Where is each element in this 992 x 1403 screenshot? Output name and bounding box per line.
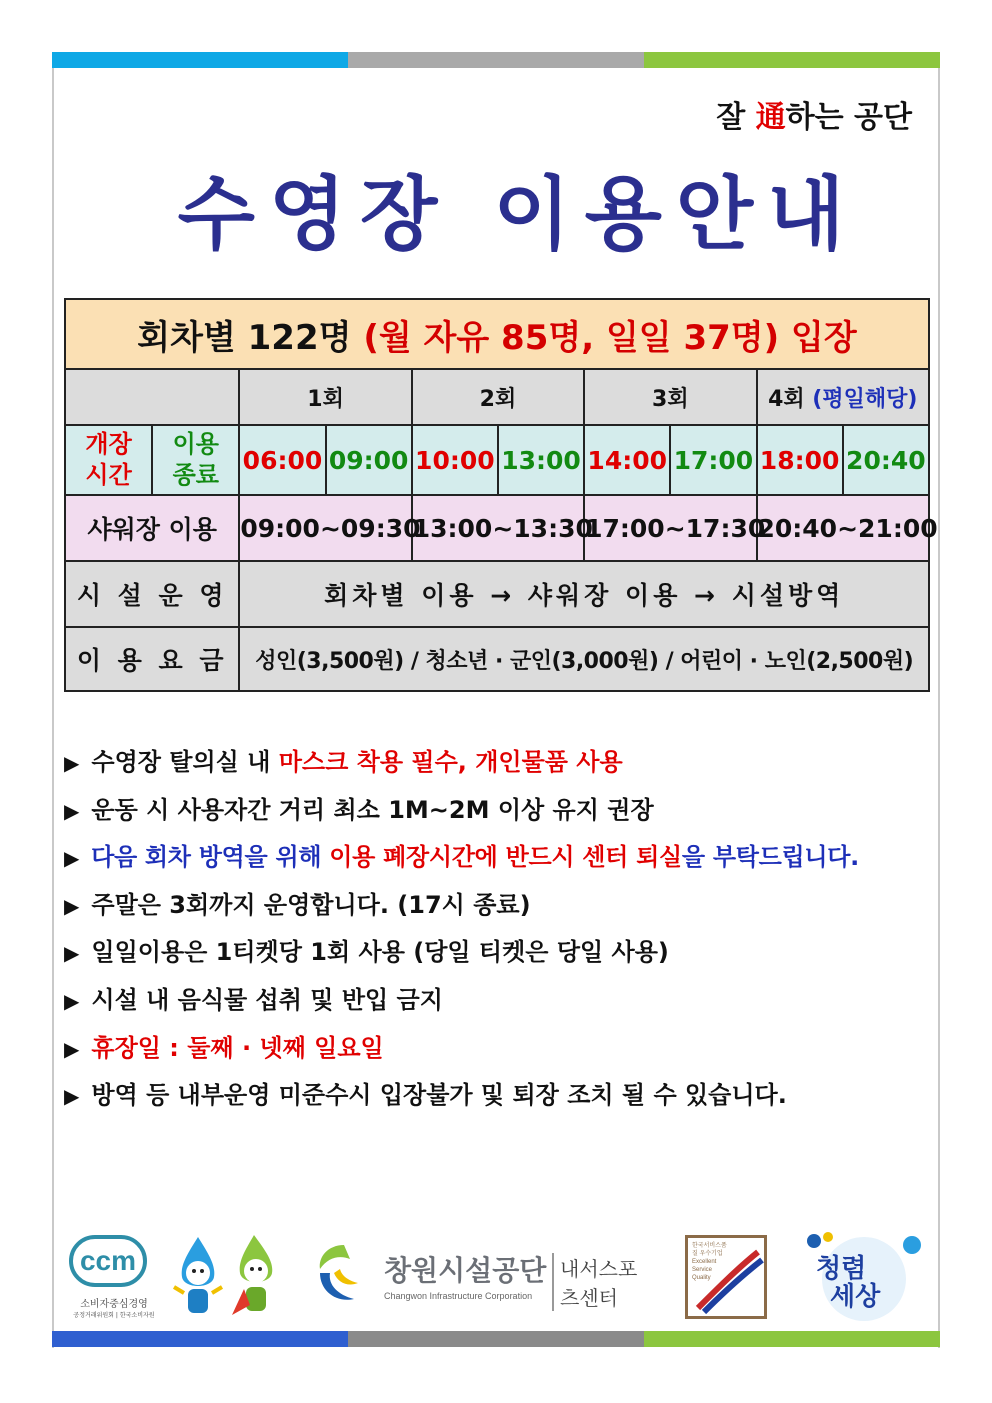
- bullet-icon: ▶: [64, 751, 80, 775]
- shower-label: 샤워장 이용: [65, 495, 239, 561]
- slogan-highlight: 通: [755, 100, 786, 135]
- bullet-icon: ▶: [64, 941, 80, 966]
- notice-item: ▶ 시설 내 음식물 섭취 및 반입 금지: [64, 985, 443, 1014]
- empty-corner-cell: [65, 369, 239, 425]
- round-1-label: 1회: [239, 369, 411, 425]
- mascot-characters-icon: [170, 1231, 290, 1325]
- round-2-label: 2회: [412, 369, 584, 425]
- notice-item: ▶ 수영장 탈의실 내 마스크 착용 필수, 개인물품 사용: [64, 748, 623, 776]
- shower-time-2: 13:00~13:30: [412, 495, 584, 561]
- open-time-3: 14:00: [584, 425, 670, 495]
- open-time-label: 개장 시간: [65, 425, 152, 495]
- bullet-icon: ▶: [64, 1036, 80, 1061]
- notice-item: ▶ 다음 회차 방역을 위해 이용 폐장시간에 반드시 센터 퇴실을 부탁드립니다.: [64, 843, 859, 872]
- notice-item: ▶ 주말은 3회까지 운영합니다. (17시 종료): [64, 890, 531, 919]
- round-3-label: 3회: [584, 369, 756, 425]
- capacity-header: 회차별 122명 (월 자유 85명, 일일 37명) 입장: [65, 299, 929, 369]
- bullet-icon: ▶: [64, 893, 80, 918]
- bullet-icon: ▶: [64, 798, 80, 823]
- ccm-logo: ccm 소비자중심경영 공정거래위원회 | 한국소비자원: [64, 1235, 154, 1325]
- close-time-2: 13:00: [498, 425, 584, 495]
- fee-label: 이 용 요 금: [65, 627, 239, 691]
- notice-item: ▶ 일일이용은 1티켓당 1회 사용 (당일 티켓은 당일 사용): [64, 938, 669, 967]
- logo-strip: [52, 1225, 940, 1325]
- shower-time-3: 17:00~17:30: [584, 495, 756, 561]
- bottom-color-bar: [52, 1331, 940, 1347]
- notice-item: ▶ 방역 등 내부운영 미준수시 입장불가 및 퇴장 조치 될 수 있습니다.: [64, 1081, 787, 1110]
- operation-label: 시 설 운 영: [65, 561, 239, 627]
- round-header-row: [65, 369, 929, 425]
- bullet-icon: ▶: [64, 1084, 80, 1109]
- corp-emblem-icon: [314, 1239, 374, 1313]
- close-time-4: 20:40: [843, 425, 929, 495]
- open-close-row: [65, 425, 929, 495]
- open-time-2: 10:00: [412, 425, 498, 495]
- slogan: 잘 通하는 공단: [716, 100, 912, 135]
- close-time-label: 이용 종료: [152, 425, 239, 495]
- bullet-icon: ▶: [64, 988, 80, 1013]
- open-time-1: 06:00: [239, 425, 325, 495]
- shower-time-4: 20:40~21:00: [757, 495, 930, 561]
- notice-item: ▶ 휴장일 : 둘째 · 넷째 일요일: [64, 1033, 384, 1062]
- changwon-corp-logo: 창원시설공단 내서스포츠센터 Changwon Infrastructure Corporation: [314, 1239, 644, 1319]
- bullet-icon: ▶: [64, 846, 80, 871]
- page-title: 수영장 이용안내: [177, 168, 859, 261]
- fee-value: 성인(3,500원) / 청소년 · 군인(3,000원) / 어린이 · 노인(2,500원): [239, 627, 929, 691]
- close-time-3: 17:00: [670, 425, 756, 495]
- fee-row: [65, 627, 929, 691]
- top-color-bar: [52, 52, 940, 68]
- service-quality-badge: 한국서비스품질 우수기업 Excellent Service Quality: [685, 1235, 767, 1319]
- shower-time-1: 09:00~09:30: [239, 495, 411, 561]
- shower-row: [65, 495, 929, 561]
- notice-list: [64, 742, 944, 1123]
- open-time-4: 18:00: [757, 425, 843, 495]
- clean-world-logo: 청렴 세상: [802, 1231, 927, 1323]
- schedule-table: [64, 298, 938, 692]
- close-time-1: 09:00: [326, 425, 412, 495]
- operation-value: 회차별 이용 → 샤워장 이용 → 시설방역: [239, 561, 929, 627]
- operation-row: [65, 561, 929, 627]
- ksq-stripes-icon: [688, 1238, 764, 1316]
- notice-item: ▶ 운동 시 사용자간 거리 최소 1M~2M 이상 유지 권장: [64, 795, 654, 824]
- round-4-label: 4회 (평일해당): [757, 369, 930, 425]
